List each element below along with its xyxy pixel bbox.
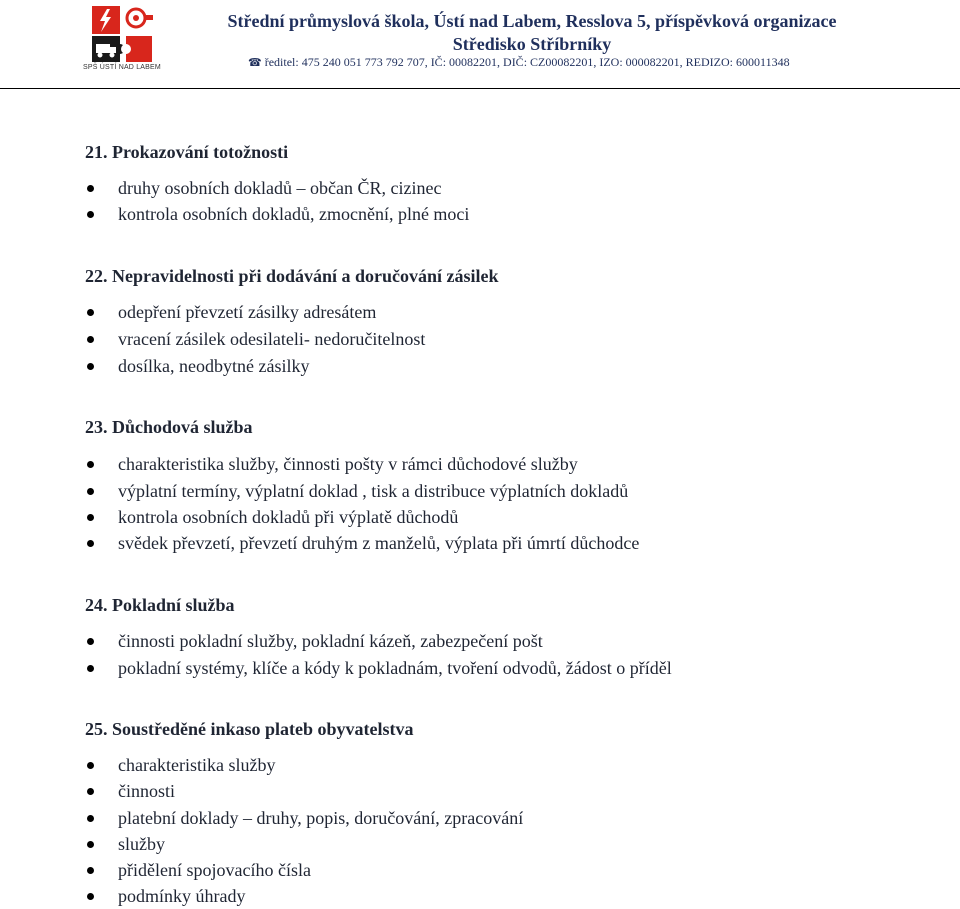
section-title: 25. Soustředěné inkaso plateb obyvatelstva: [85, 719, 414, 739]
bullet-icon: [87, 211, 94, 218]
phone-icon: ☎: [248, 56, 262, 69]
list-item-text: pokladní systémy, klíče a kódy k pokladnám, tvoření odvodů, žádost o příděl: [118, 658, 672, 678]
letterhead: [0, 0, 960, 90]
section-title: 23. Důchodová služba: [85, 417, 253, 437]
bullet-icon: [87, 488, 94, 495]
list-item-text: činnosti: [118, 781, 175, 801]
section-title: 24. Pokladní služba: [85, 595, 235, 615]
bullet-icon: [87, 788, 94, 795]
list-item-text: dosílka, neodbytné zásilky: [118, 356, 310, 376]
list-item-text: svědek převzetí, převzetí druhým z manželů, výplata při úmrtí důchodce: [118, 533, 640, 553]
list-item-text: činnosti pokladní služby, pokladní kázeň, zabezpečení pošt: [118, 631, 543, 651]
school-logo-graphic: [90, 4, 156, 66]
logo-caption: SPŠ ÚSTÍ NAD LABEM: [83, 64, 161, 71]
bullet-icon: [87, 363, 94, 370]
bullet-icon: [87, 762, 94, 769]
list-item-text: charakteristika služby: [118, 755, 276, 775]
list-item-text: platební doklady – druhy, popis, doručování, zpracování: [118, 808, 524, 828]
list-item-text: služby: [118, 834, 165, 854]
header-divider: [0, 88, 960, 89]
section-title: 21. Prokazování totožnosti: [85, 142, 289, 162]
list-item-text: vracení zásilek odesilateli- nedoručitelnost: [118, 329, 426, 349]
bullet-icon: [87, 336, 94, 343]
bullet-icon: [87, 461, 94, 468]
bullet-icon: [87, 638, 94, 645]
list-item-text: podmínky úhrady: [118, 886, 246, 906]
bullet-icon: [87, 514, 94, 521]
list-item-text: výplatní termíny, výplatní doklad , tisk a distribuce výplatních dokladů: [118, 481, 629, 501]
bullet-icon: [87, 185, 94, 192]
bullet-icon: [87, 309, 94, 316]
contact-line: [248, 54, 790, 71]
list-item-text: přidělení spojovacího čísla: [118, 860, 311, 880]
bullet-icon: [87, 815, 94, 822]
list-item-text: odepření převzetí zásilky adresátem: [118, 302, 377, 322]
bullet-icon: [87, 665, 94, 672]
list-item-text: druhy osobních dokladů – občan ČR, cizinec: [118, 178, 442, 198]
list-item-text: charakteristika služby, činnosti pošty v rámci důchodové služby: [118, 454, 578, 474]
list-item-text: kontrola osobních dokladů při výplatě důchodů: [118, 507, 459, 527]
school-name: Střední průmyslová škola, Ústí nad Labem, Resslova 5, příspěvková organizace: [227, 11, 837, 31]
bullet-icon: [87, 540, 94, 547]
bullet-icon: [87, 841, 94, 848]
bullet-icon: [87, 867, 94, 874]
contact-text: ředitel: 475 240 051 773 792 707, IČ: 00082201, DIČ: CZ00082201, IZO: 000082201, REDIZO: 600011348: [264, 55, 790, 69]
bullet-icon: [87, 893, 94, 900]
section-title: 22. Nepravidelnosti při dodávání a doručování zásilek: [85, 266, 499, 286]
center-name: Středisko Stříbrníky: [452, 34, 612, 54]
list-item-text: kontrola osobních dokladů, zmocnění, plné moci: [118, 204, 470, 224]
